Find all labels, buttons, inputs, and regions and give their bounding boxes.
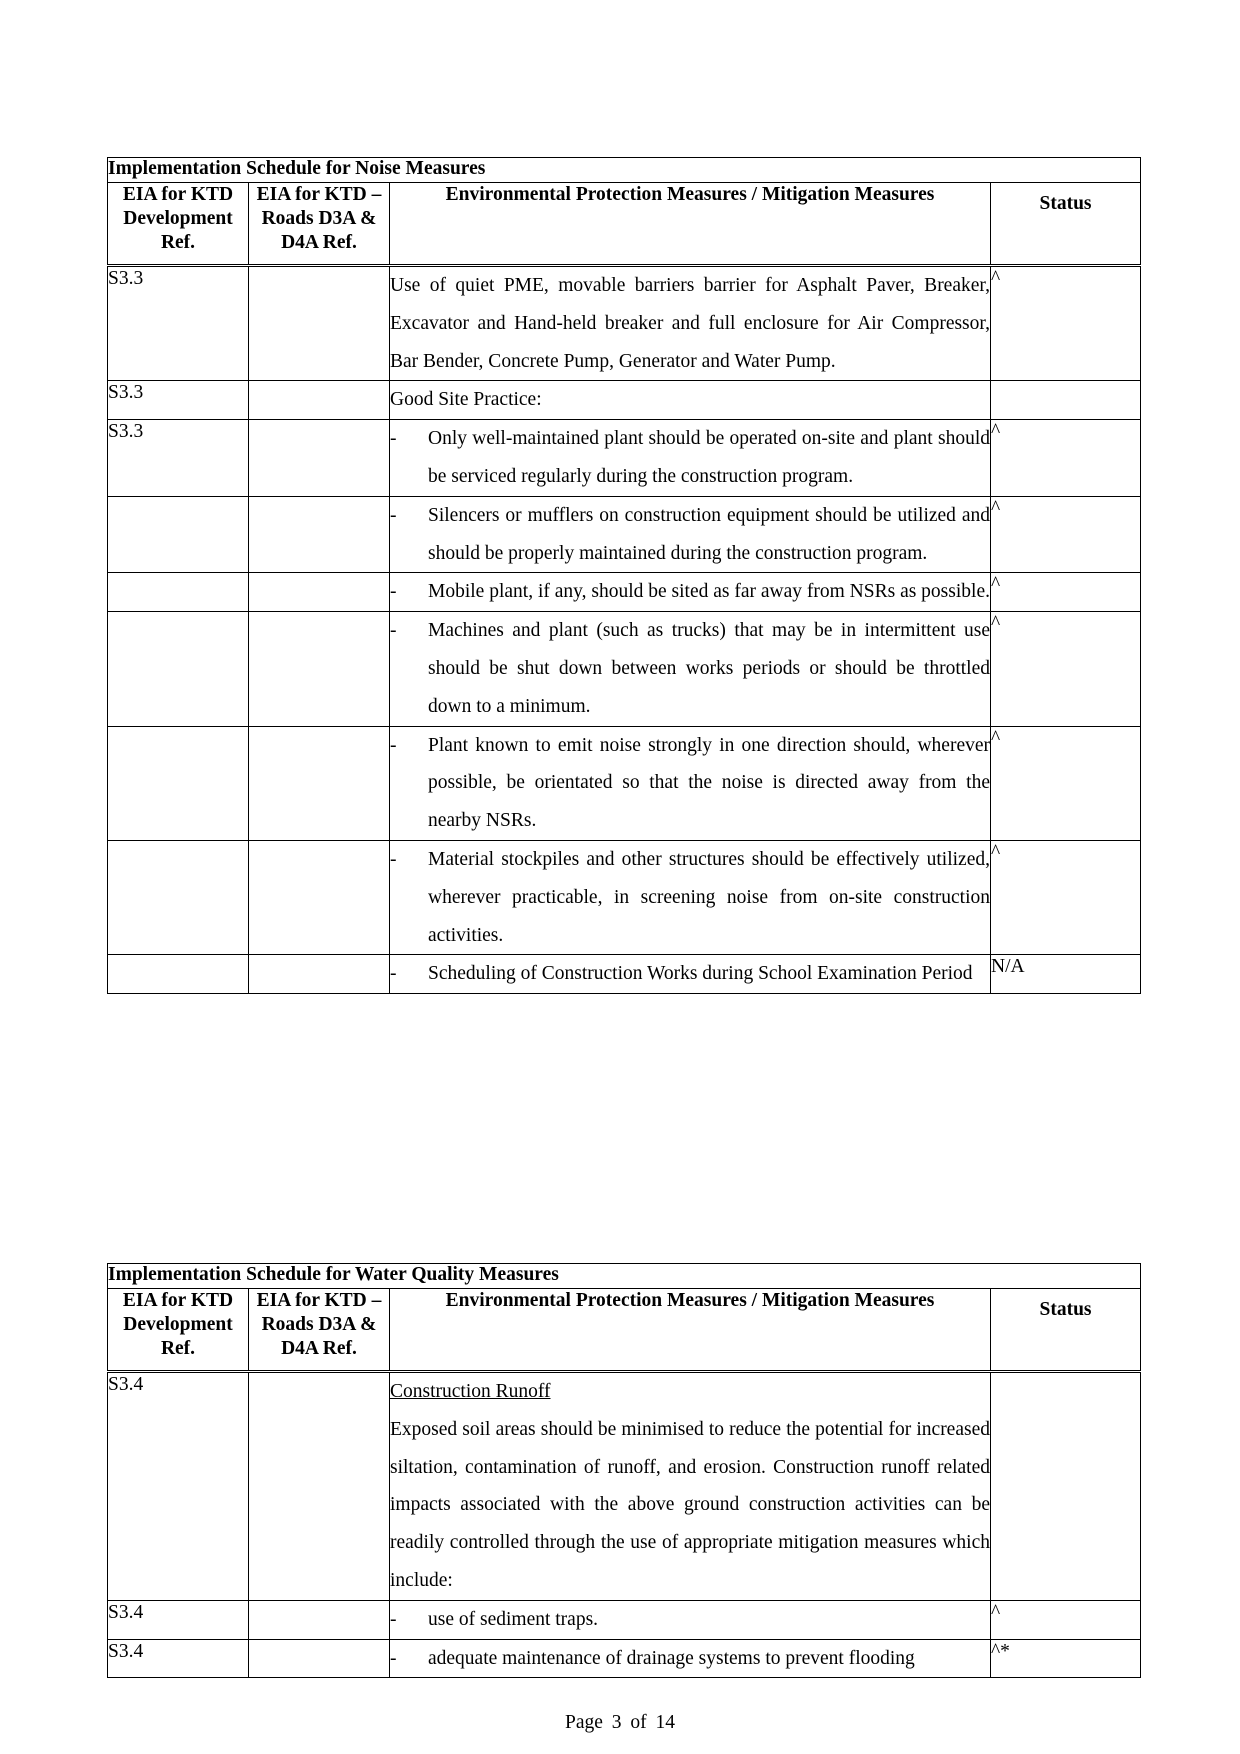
ref2-cell <box>249 381 390 420</box>
ref-cell: S3.3 <box>108 420 249 497</box>
header-measures: Environmental Protection Measures / Mitigation Measures <box>390 183 991 266</box>
table-row <box>108 266 1141 381</box>
bullet-dash: - <box>390 1608 397 1630</box>
measure-bullet <box>390 726 991 840</box>
measure-text: Only well-maintained plant should be operated on-site and plant should be serviced regularly during the construction program. <box>428 428 990 487</box>
status-cell: N/A <box>991 955 1141 994</box>
ref-cell <box>108 612 249 726</box>
status-cell: ^ <box>991 573 1141 612</box>
bullet-dash: - <box>390 1647 397 1669</box>
table-row <box>108 612 1141 726</box>
header-measures: Environmental Protection Measures / Mitigation Measures <box>390 1289 991 1372</box>
ref2-cell <box>249 1600 390 1639</box>
header-status: Status <box>991 183 1141 266</box>
measure-text: adequate maintenance of drainage systems to prevent flooding <box>428 1647 915 1669</box>
ref-cell: S3.4 <box>108 1600 249 1639</box>
bullet-dash: - <box>390 734 397 756</box>
ref-cell: S3.4 <box>108 1639 249 1678</box>
ref-cell <box>108 573 249 612</box>
table-row <box>108 1600 1141 1639</box>
measure-bullet <box>390 1600 991 1639</box>
status-cell: ^ <box>991 840 1141 954</box>
ref2-cell <box>249 496 390 573</box>
measure-bullet <box>390 840 991 954</box>
ref-cell: S3.3 <box>108 381 249 420</box>
measure-text: Exposed soil areas should be minimised to reduce the potential for increased siltation, contamination of runoff, and erosion. Construction runoff related impacts associated with the above ground construction activities can be readily controlled through the use of appropriate mitigation measures which include: <box>390 1418 990 1591</box>
measure-text: Mobile plant, if any, should be sited as far away from NSRs as possible. <box>428 581 990 603</box>
bullet-dash: - <box>390 504 397 526</box>
table-row <box>108 420 1141 497</box>
header-ktd-roads-ref: EIA for KTD – Roads D3A & D4A Ref. <box>249 1289 390 1372</box>
ref-cell <box>108 955 249 994</box>
table-row <box>108 955 1141 994</box>
measure-bullet <box>390 612 991 726</box>
measure-bullet <box>390 1639 991 1678</box>
status-cell: ^ <box>991 612 1141 726</box>
bullet-dash: - <box>390 620 397 642</box>
header-ktd-roads-ref: EIA for KTD – Roads D3A & D4A Ref. <box>249 183 390 266</box>
ref2-cell <box>249 726 390 840</box>
measure-text: Scheduling of Construction Works during School Examination Period <box>428 963 973 985</box>
ref2-cell <box>249 573 390 612</box>
table-row <box>108 381 1141 420</box>
measure-bullet <box>390 573 991 612</box>
bullet-dash: - <box>390 581 397 603</box>
status-cell: ^* <box>991 1639 1141 1678</box>
bullet-dash: - <box>390 848 397 870</box>
ref2-cell <box>249 955 390 994</box>
table-row <box>108 1372 1141 1601</box>
measure-text: use of sediment traps. <box>428 1608 599 1630</box>
ref2-cell <box>249 612 390 726</box>
ref2-cell <box>249 1639 390 1678</box>
measure-text: Use of quiet PME, movable barriers barrier for Asphalt Paver, Breaker, Excavator and Hand-held breaker and full enclosure for Air Compressor, Bar Bender, Concrete Pump, Generator and Water Pump. <box>390 266 991 381</box>
table-title: Implementation Schedule for Noise Measures <box>108 158 1141 183</box>
bullet-dash: - <box>390 963 397 985</box>
ref2-cell <box>249 420 390 497</box>
measure-text: Plant known to emit noise strongly in one direction should, wherever possible, be orientated so that the noise is directed away from the nearby NSRs. <box>428 734 990 832</box>
status-cell: ^ <box>991 266 1141 381</box>
status-cell: ^ <box>991 420 1141 497</box>
ref-cell <box>108 726 249 840</box>
measure-bullet <box>390 955 991 994</box>
table-row <box>108 496 1141 573</box>
measure-text: Material stockpiles and other structures should be effectively utilized, wherever practicable, in screening noise from on-site construction activities. <box>428 848 990 946</box>
ref2-cell <box>249 840 390 954</box>
measure-heading: Construction Runoff <box>390 1381 551 1402</box>
page-number: Page 3 of 14 <box>564 1712 676 1733</box>
ref-cell <box>108 840 249 954</box>
water-quality-schedule-table <box>107 1263 1141 1678</box>
table-row <box>108 1639 1141 1678</box>
measure-text: Machines and plant (such as trucks) that may be in intermittent use should be shut down between works periods or should be throttled down to a minimum. <box>428 620 990 717</box>
table-row <box>108 573 1141 612</box>
header-status: Status <box>991 1289 1141 1372</box>
ref-cell: S3.4 <box>108 1372 249 1601</box>
bullet-dash: - <box>390 428 397 450</box>
noise-schedule-table <box>107 157 1141 994</box>
ref-cell <box>108 496 249 573</box>
ref2-cell <box>249 1372 390 1601</box>
measure-bullet <box>390 496 991 573</box>
status-cell: ^ <box>991 726 1141 840</box>
measure-cell <box>390 1372 991 1601</box>
status-cell: ^ <box>991 496 1141 573</box>
ref2-cell <box>249 266 390 381</box>
header-ktd-development-ref: EIA for KTD Development Ref. <box>108 1289 249 1372</box>
status-cell: ^ <box>991 1600 1141 1639</box>
ref-cell: S3.3 <box>108 266 249 381</box>
measure-bullet <box>390 420 991 497</box>
measure-text: Good Site Practice: <box>390 381 991 420</box>
header-ktd-development-ref: EIA for KTD Development Ref. <box>108 183 249 266</box>
status-cell <box>991 381 1141 420</box>
measure-text: Silencers or mufflers on construction equipment should be utilized and should be properly maintained during the construction program. <box>428 504 990 564</box>
status-cell <box>991 1372 1141 1601</box>
table-title: Implementation Schedule for Water Quality Measures <box>108 1264 1141 1289</box>
table-row <box>108 726 1141 840</box>
table-row <box>108 840 1141 954</box>
